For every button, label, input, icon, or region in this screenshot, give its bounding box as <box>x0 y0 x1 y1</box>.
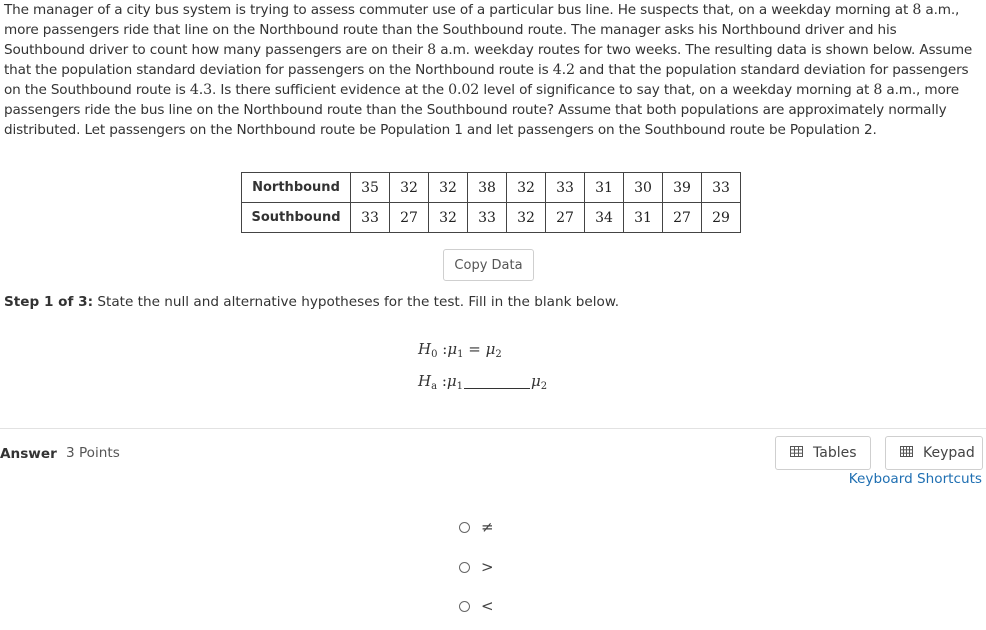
problem-number: 0.02 <box>448 82 480 98</box>
keyboard-shortcuts-link[interactable]: Keyboard Shortcuts <box>848 471 982 487</box>
answer-blank[interactable] <box>464 374 530 389</box>
table-cell: 30 <box>624 173 663 203</box>
h-subscript: 0 <box>431 349 438 360</box>
table-cell: 34 <box>585 203 624 233</box>
problem-text: level of significance to say that, on a weekday morning at <box>479 82 874 98</box>
step-label: Step 1 of 3: <box>4 294 94 310</box>
table-cell: 33 <box>468 203 507 233</box>
mu-subscript: 1 <box>456 381 464 392</box>
row-header: Southbound <box>242 203 351 233</box>
problem-text: a.m., more passengers ride that line on the Northbound route than the Southbound route. The manager asks his Northbound driver and his Southbound driver to count how many passengers are on their <box>4 2 960 58</box>
h-letter: H <box>418 372 432 390</box>
equals-sign: = <box>468 340 481 358</box>
table-cell: 32 <box>507 203 546 233</box>
points-label: 3 Points <box>66 445 120 461</box>
radio-button[interactable] <box>459 562 470 573</box>
table-cell: 29 <box>702 203 741 233</box>
problem-text: a.m. weekday routes for two weeks. The resulting data is shown below. Assume that the population standard deviation for passengers on the Northbound route is <box>4 42 973 78</box>
problem-statement <box>4 0 979 140</box>
table-cell: 32 <box>507 173 546 203</box>
row-header: Northbound <box>242 173 351 203</box>
table-cell: 27 <box>663 203 702 233</box>
colon: : <box>441 372 447 390</box>
table-cell: 32 <box>429 203 468 233</box>
table-cell: 33 <box>702 173 741 203</box>
null-hypothesis <box>418 340 502 360</box>
table-cell: 39 <box>663 173 702 203</box>
table-row-northbound <box>242 173 741 203</box>
problem-text: a.m., more passengers ride the bus line on the Northbound route than the Southbound route? Assume that both populations are approximately normally distributed. Let passengers on the Northbound route be Population 1 and let passengers on the Southbound route be Population 2. <box>4 82 959 138</box>
table-cell: 27 <box>546 203 585 233</box>
problem-number: 8 <box>912 2 922 18</box>
mu-symbol: μ <box>531 372 541 390</box>
tables-button[interactable] <box>775 436 871 470</box>
keypad-label: Keypad <box>923 445 975 461</box>
radio-button[interactable] <box>459 522 470 533</box>
h-subscript: a <box>431 381 438 392</box>
problem-number: 8 <box>873 82 883 98</box>
h-letter: H <box>418 340 432 358</box>
mu-symbol: μ <box>447 340 458 358</box>
radio-button[interactable] <box>459 601 470 612</box>
problem-text: The manager of a city bus system is trying to assess commuter use of a particular bus line. He suspects that, on a weekday morning at <box>4 2 913 18</box>
keypad-button[interactable] <box>885 436 983 470</box>
table-icon <box>790 445 803 461</box>
table-cell: 31 <box>585 173 624 203</box>
problem-text: . Is there sufficient evidence at the <box>212 82 449 98</box>
tables-label: Tables <box>813 445 857 461</box>
option-less-than[interactable] <box>459 597 494 615</box>
option-symbol: < <box>481 597 494 615</box>
step-text: State the null and alternative hypotheses for the test. Fill in the blank below. <box>93 294 620 310</box>
data-table <box>241 172 741 233</box>
mu-symbol: μ <box>485 340 496 358</box>
option-symbol: ≠ <box>481 518 494 536</box>
colon: : <box>442 340 448 358</box>
mu-subscript: 1 <box>457 349 464 360</box>
problem-number: 4.3 <box>189 82 213 98</box>
mu-subscript: 2 <box>540 381 548 392</box>
table-cell: 38 <box>468 173 507 203</box>
table-cell: 27 <box>390 203 429 233</box>
mu-subscript: 2 <box>495 349 502 360</box>
option-not-equal[interactable] <box>459 518 494 536</box>
table-cell: 32 <box>390 173 429 203</box>
problem-number: 4.2 <box>552 62 575 78</box>
copy-data-button[interactable]: Copy Data <box>443 249 534 281</box>
table-cell: 33 <box>351 203 390 233</box>
table-cell: 35 <box>351 173 390 203</box>
problem-number: 8 <box>427 42 437 58</box>
table-cell: 33 <box>546 173 585 203</box>
mu-symbol: μ <box>446 372 457 390</box>
alternative-hypothesis <box>418 372 547 392</box>
table-row-southbound <box>242 203 741 233</box>
step-instruction <box>4 294 619 310</box>
option-symbol: > <box>481 558 494 576</box>
problem-text: and that the population standard deviation for passengers on the Southbound route is <box>4 62 969 98</box>
table-cell: 31 <box>624 203 663 233</box>
answer-label: Answer <box>0 446 57 462</box>
keypad-icon <box>900 445 913 461</box>
table-cell: 32 <box>429 173 468 203</box>
section-divider <box>0 428 986 429</box>
option-greater-than[interactable] <box>459 558 494 576</box>
